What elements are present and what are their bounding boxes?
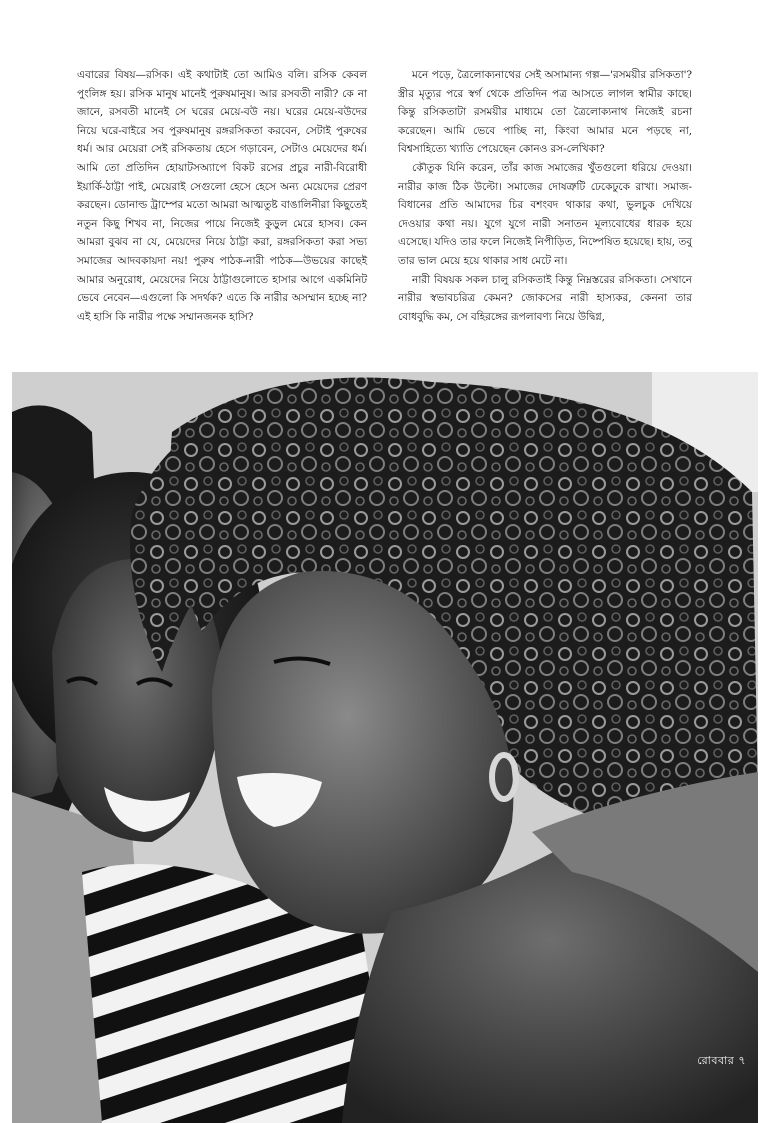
article-right-column [398,66,692,326]
right-paragraph-3: নারী বিষয়ক সকল চালু রসিকতাই কিন্তু নিম্নস্তরের রসিকতা। সেখানে নারীর স্বভাবচরিত্র কেমন? জোকসের নারী হাস্যকর, কেননা তার বোধবুদ্ধি কম, সে বহিরঙ্গের রূপলাবণ্য নিয়ে উদ্বিগ্ন, [398,273,692,323]
right-paragraph-1: মনে পড়ে, ত্রৈলোক্যনাথের সেই অসামান্য গল্প—'রসময়ীর রসিকতা'? স্ত্রীর মৃত্যুর পরে স্বর্গ থেকে প্রতিদিন পত্র আসতে লাগল স্বামীর কাছে। কিন্তু রসিকতাটা রসময়ীর মাধ্যমে তো ত্রৈলোক্যনাথ নিজেই রচনা করেছেন। আমি ভেবে পাচ্ছি না, কিংবা আমার মনে পড়ছে না, বিশ্বসাহিত্যে খ্যাতি পেয়েছেন কোনও রস-লেখিকা? [398,69,692,156]
right-paragraph-2: কৌতুক যিনি করেন, তাঁর কাজ সমাজের খুঁতগুলো ধরিয়ে দেওয়া। নারীর কাজ ঠিক উল্টো। সমাজের দোষত্রুটি ঢেকেঢুকে রাখা। সমাজ-বিধানের প্রতি আমাদের চির বশংবদ থাকার কথা, ভুলচুক দেখিয়ে দেওয়ার কথা নয়। যুগে যুগে নারী সনাতন মূল্যবোধের ধারক হয়ে এসেছে। যদিও তার ফলে নিজেই নিপীড়িত, নিষ্পেষিত হয়েছে। হায়, তবু তার ভাল মেয়ে হয়ে থাকার সাধ মেটে না। [398,161,692,267]
left-paragraph-1: এবারের বিষয়—রসিক। এই কথাটাই তো আমিও বলি। রসিক কেবল পুংলিঙ্গ হয়। রসিক মানুষ মানেই পুরুষমানুষ। আর রসবতী নারী? কে না জানে, রসবতী মানেই সে ঘরের মেয়ে-বউ নয়। ঘরের মেয়ে-বউদের নিয়ে ঘরে-বাইরে সব পুরুষমানুষ রঙ্গরসিকতা করবেন, সেটাই পুরুষের ধর্ম। আর মেয়েরা সেই রসিকতায় হেসে গড়াবেন, সেটাও মেয়েদের ধর্ম। আমি তো প্রতিদিন হোয়াটসঅ্যাপে বিকট রসের প্রচুর নারী-বিরোধী ইয়ার্কি-ঠাট্টা পাই, মেয়েরাই সেগুলো হেসে হেসে অন্য মেয়েদের প্রেরণ করছেন। ডোনাল্ড ট্রাম্পের মতো আমরা আত্মতুষ্ট বাঙালিনীরা কিছুতেই নতুন কিছু শিখব না, নিজের পায়ে নিজেই কুড়ুল মেরে হাসব। কেন আমরা বুঝব না যে, মেয়েদের নিয়ে ঠাট্টা করা, রঙ্গরসিকতা করা সভ্য সমাজের আদবকায়দা নয়! পুরুষ পাঠক-নারী পাঠক—উভয়ের কাছেই আমার অনুরোধ, মেয়েদের নিয়ে ঠাট্টাগুলোতে হাসার আগে একমিনিট ভেবে নেবেন—এগুলো কি সদর্থক? এতে কি নারীর অসম্মান হচ্ছে না? এই হাসি কি নারীর পক্ষে সম্মানজনক হাসি? [77,69,367,323]
article-left-column [77,66,367,326]
page-folio: রোববার ৭ [697,1054,746,1067]
article-photo [12,372,758,1123]
laughing-women-photo [12,372,758,1123]
